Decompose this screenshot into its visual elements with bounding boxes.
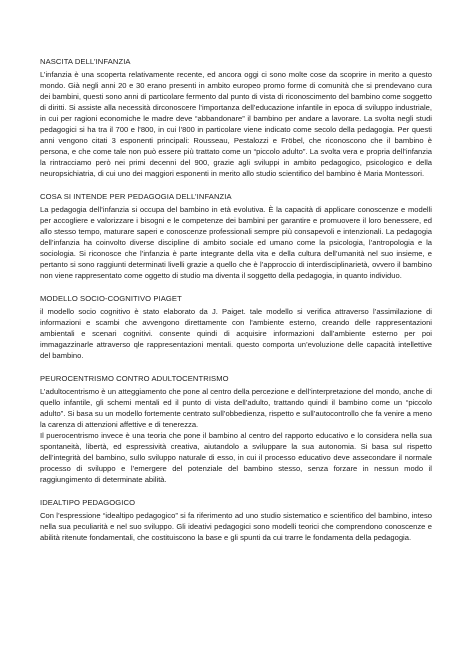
section-nascita-infanzia <box>40 56 432 179</box>
section-heading: MODELLO SOCIO-COGNITIVO PIAGET <box>40 294 182 303</box>
section-paragraph: Il puerocentrismo invece è una teoria che pone il bambino al centro del rapporto educativo e lo considera nella sua spontaneità, libertà, ed espressività creativa, aiutandolo a sviluppare la sua autonomia. Si basa sul rispetto dell’integrità del bambino, sullo sviluppo naturale di esso, in cui il processo educativo deve assecondare il normale processo di sviluppo e l’emergere del potenziale del bambino stesso, senza forzare in nessun modo il raggiungimento di determinate abilità. <box>40 431 432 484</box>
section-heading: NASCITA DELL’INFANZIA <box>40 57 131 66</box>
section-paragraph: L’infanzia è una scoperta relativamente recente, ed ancora oggi ci sono molte cose da scoprire in merito a questo mondo. Già negli anni 20 e 30 erano presenti in ambito europeo promo forme di comunità che si prendevano cura dei bambini, questi sono anni di particolare fermento dal punto di vista di riconoscimento del bambino come soggetto di diritti. Si assiste alla necessità dirconoscere l’importanza dell’educazione infantile in epoca di sviluppo industriale, in cui per ragioni economiche le madre deve “abbandonare” il bambino per andare a lavorare. La svolta negli studi pedagogici si ha tra il 700 e l’800, in cui l’800 in particolare viene indicato come secolo della pedagogia. Per questi anni vengono citati 3 esponenti principali: Rousseau, Pestalozzi e Fröbel, che riconoscono che il bambino è persona, e che come tale non può essere più trattato come un “piccolo adulto”. La svolta vera e propria dell’infanzia la rintracciamo però nei primi decenni del 900, grazie agli sviluppi in ambito pedagogico, psicologico e della neuropsichiatria, di cui uno dei maggiori esponenti in merito allo studio scientifico del bambino è Maria Montessori. <box>40 70 432 178</box>
section-paragraph: L’adultocentrismo è un atteggiamento che pone al centro della percezione e dell’interpretazione del mondo, anche di quello infantile, gli schemi mentali ed il punto di vista dell’adulto, trattando quindi il bambino come un “piccolo adulto”. Si basa su un modello fortemente centrato sull’obbedienza, rispetto e sull’autocontrollo che fa venire a meno la carenza di attenzioni affettive e di tenerezza. <box>40 387 432 429</box>
section-paragraph: La pedagogia dell’infanzia si occupa del bambino in età evolutiva. È la capacità di applicare conoscenze e modelli per accogliere e valorizzare i bisogni e le competenze dei bambini per garantire e promuovere il loro benessere, ed allo stesso tempo, maturare saperi e conoscenze professionali sempre più consapevoli e intenzionali. La pedagogia dell’infanzia ha coinvolto diverse discipline di ambito sociale ed umano come la psicologia, l’antropologia e la sociologia. Si riconosce che l’infanzia è parte integrante della vita e della cultura dell’umanità nel suo insieme, e pertanto si sono raggiunti determinati livelli grazie a quello che è l’approccio di interdisciplinarietà, ovvero il bambino non viene rappresentato come oggetto di studio ma diventa il soggetto della pedagogia, in quanto individuo. <box>40 205 432 280</box>
section-modello-piaget <box>40 293 432 361</box>
section-heading: PEUROCENTRISMO CONTRO ADULTOCENTRISMO <box>40 374 229 383</box>
section-idealtipo <box>40 497 432 543</box>
section-paragraph: Con l’espressione “idealtipo pedagogico” si fa riferimento ad uno studio sistematico e scientifico del bambino, inteso nella sua peculiarità e nel suo sviluppo. Gli ideativi pedagogici sono modelli teorici che comprendono conoscenze e abilità ritenute fondamentali, che costituiscono la base e gli spunti da cui trarre le fondamenta della pedagogia. <box>40 511 432 542</box>
section-puerocentrismo <box>40 373 432 485</box>
section-paragraph: il modello socio cognitivo è stato elaborato da J. Paiget. tale modello si verifica attraverso l’assimilazione di informazioni e scambi che avvengono direttamente con l’ambiente esterno, creando delle rappresentazioni ambientali e scenari cognitivi. consente quindi di acquisire informazioni dall’ambiente esterno per poi immagazzinarle attraverso qle rappresentazioni mentali. questo comporta un’evoluzione delle capacità intellettive del bambino. <box>40 307 432 360</box>
section-heading: IDEALTIPO PEDAGOGICO <box>40 498 136 507</box>
section-heading: COSA SI INTENDE PER PEDAGOGIA DELL’INFANZIA <box>40 192 232 201</box>
section-pedagogia-infanzia <box>40 191 432 281</box>
